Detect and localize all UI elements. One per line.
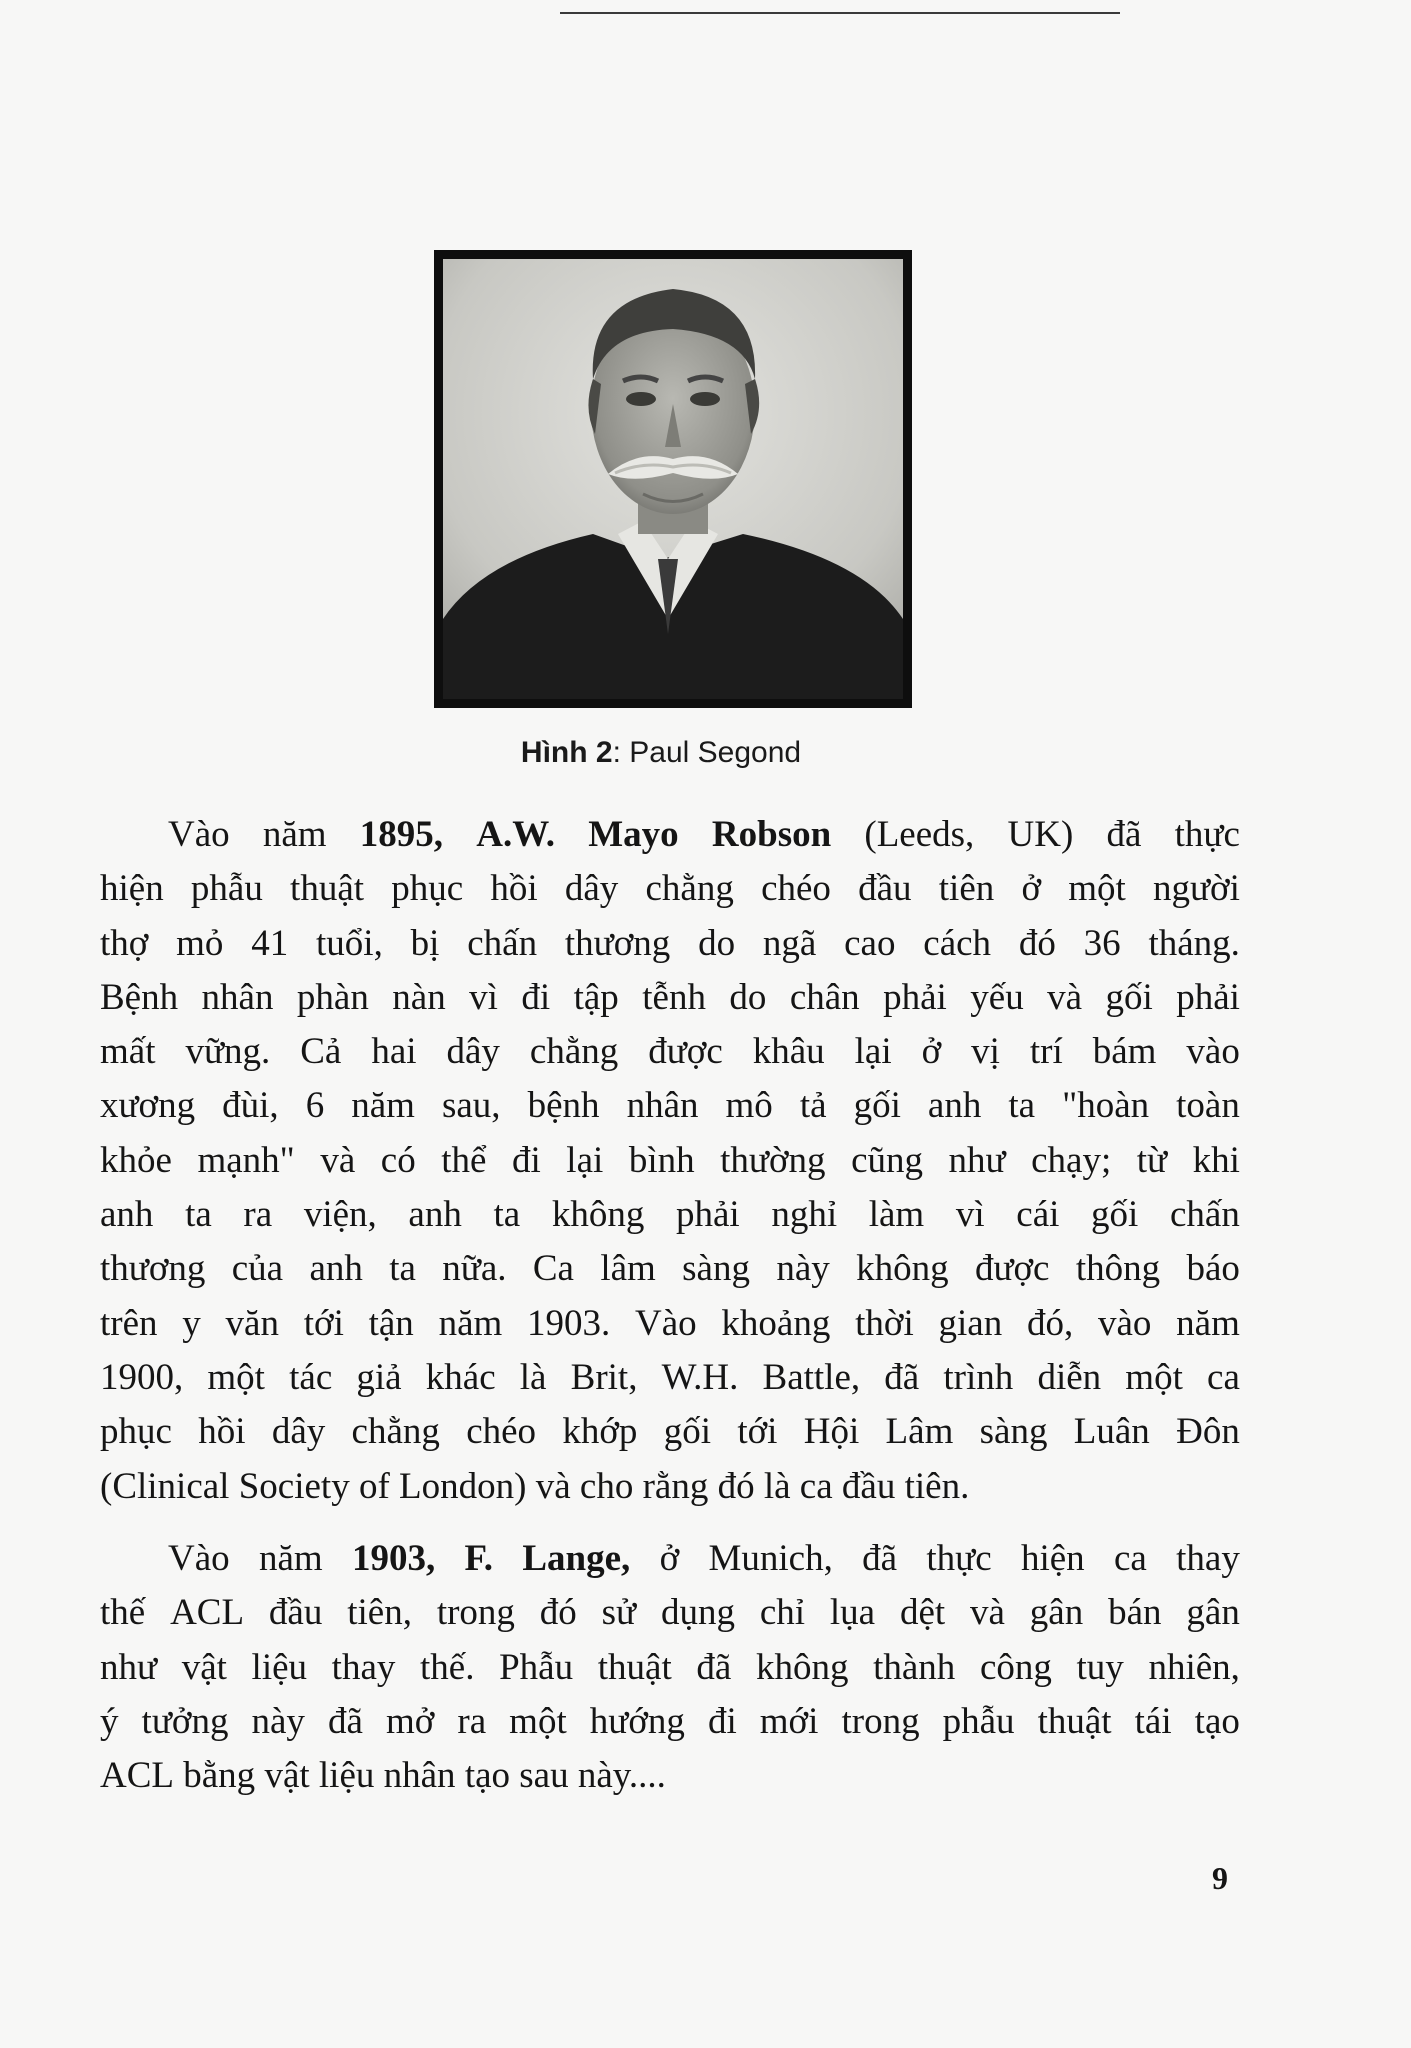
word: A.W.: [476, 814, 556, 855]
word: báo: [1186, 1248, 1240, 1290]
word: phục: [100, 1411, 172, 1453]
word: 6: [305, 1085, 325, 1127]
word: sử: [601, 1592, 637, 1634]
word: từ: [1136, 1139, 1168, 1181]
word: bán: [1108, 1592, 1162, 1634]
word: được: [974, 1248, 1050, 1290]
word: anh: [100, 1194, 154, 1236]
word: Battle,: [762, 1356, 861, 1398]
word: khớp: [562, 1411, 638, 1453]
word: nàn: [392, 976, 446, 1018]
word: đã: [1106, 814, 1142, 855]
word: tưởng: [141, 1700, 229, 1742]
word: hồi: [490, 868, 538, 910]
word: vật: [181, 1646, 227, 1688]
word: tái: [1134, 1700, 1172, 1742]
text-line: [100, 1586, 1240, 1640]
word: như: [100, 1646, 158, 1688]
word: ngã: [762, 922, 817, 964]
word: tới: [737, 1411, 778, 1453]
word: anh: [927, 1085, 982, 1127]
word: lại: [854, 1031, 892, 1073]
text-line: [100, 1532, 1240, 1586]
word: chạy;: [1031, 1139, 1112, 1181]
word: tuổi,: [316, 922, 383, 964]
word: thể: [441, 1139, 487, 1181]
word: trình: [943, 1356, 1014, 1398]
word: một: [207, 1356, 265, 1398]
word: sau: [519, 1755, 569, 1797]
word: anh: [408, 1194, 462, 1236]
word: khâu: [752, 1031, 825, 1073]
word: Brit,: [570, 1356, 638, 1398]
word: yếu: [970, 976, 1024, 1018]
word: dây: [564, 868, 619, 910]
word: Lâm: [885, 1411, 954, 1453]
word: 1895,: [359, 814, 444, 855]
word: dây: [446, 1031, 500, 1073]
word: năm: [351, 1085, 415, 1127]
word: gối: [663, 1411, 712, 1453]
word: vì: [955, 1194, 985, 1236]
text-line: [100, 1242, 1240, 1296]
word: hiện: [1020, 1538, 1085, 1579]
word: thương: [100, 1248, 206, 1290]
figure-label: Hình 2: [520, 736, 613, 769]
word: ta: [185, 1194, 212, 1236]
word: bám: [1092, 1031, 1157, 1073]
text-line: [100, 1079, 1240, 1133]
word: cũng: [851, 1139, 923, 1181]
word: đã: [862, 1538, 898, 1579]
word: nghỉ: [771, 1194, 838, 1236]
figure-title: Paul Segond: [629, 736, 802, 769]
word: lụa: [829, 1592, 876, 1634]
word: đó: [539, 1592, 577, 1634]
word: đó,: [1026, 1302, 1074, 1344]
word: mỏ: [176, 922, 224, 964]
word: vật: [264, 1755, 310, 1797]
word: bệnh: [527, 1085, 600, 1127]
word: lại: [566, 1139, 604, 1181]
word: chấn: [467, 922, 538, 964]
word: mạnh": [197, 1139, 295, 1181]
word: cách: [923, 922, 992, 964]
word: ý: [100, 1700, 119, 1742]
word: chằng: [351, 1411, 440, 1453]
word: khỏe: [100, 1139, 172, 1181]
word: nhân: [201, 976, 274, 1018]
word: đi: [511, 1139, 541, 1181]
word: đầu: [841, 1465, 896, 1507]
word: F.: [464, 1538, 494, 1579]
word: London): [399, 1465, 527, 1507]
word: một: [1125, 1356, 1183, 1398]
word: người: [1153, 868, 1240, 910]
text-line: [100, 1695, 1240, 1749]
word: phục: [391, 868, 464, 910]
word: Vào: [168, 1538, 230, 1579]
word: chằng: [529, 1031, 619, 1073]
word: ở: [921, 1031, 942, 1073]
word: mở: [385, 1700, 435, 1742]
word: chỉ: [759, 1592, 806, 1634]
word: bằng: [183, 1755, 256, 1797]
word: một: [509, 1700, 567, 1742]
word: nhiên,: [1148, 1646, 1240, 1688]
word: UK): [1007, 814, 1074, 855]
text-line: [100, 1351, 1240, 1405]
word: 41: [251, 922, 289, 964]
word: khoảng: [721, 1302, 831, 1344]
word: phải: [883, 976, 947, 1018]
word: phải: [1176, 976, 1240, 1018]
word: này: [776, 1248, 830, 1290]
word: không: [856, 1248, 949, 1290]
word: giả: [356, 1356, 402, 1398]
word: Mayo: [588, 814, 679, 855]
word: là: [519, 1356, 547, 1398]
word: của: [231, 1248, 284, 1290]
text-line: [100, 1188, 1240, 1242]
word: năm: [1176, 1302, 1240, 1344]
word: Vào: [168, 814, 230, 855]
word: vào: [1186, 1031, 1240, 1073]
word: Lange,: [522, 1538, 631, 1579]
word: Cả: [300, 1031, 342, 1073]
word: trí: [1029, 1031, 1063, 1073]
word: khi: [1192, 1139, 1240, 1181]
word: và: [535, 1465, 571, 1507]
word: một: [1068, 868, 1126, 910]
word: hiện: [100, 868, 164, 910]
word: đầu: [268, 1592, 323, 1634]
word: ACL: [100, 1755, 174, 1797]
word: dụng: [660, 1592, 735, 1634]
word: chéo: [466, 1411, 537, 1453]
word: diễn: [1037, 1356, 1102, 1398]
word: ta: [1008, 1085, 1036, 1127]
word: tới: [303, 1302, 344, 1344]
word: tiên: [938, 868, 995, 910]
word: dây: [271, 1411, 326, 1453]
word: được: [648, 1031, 723, 1073]
page-number: 9: [1212, 1860, 1228, 1896]
word: 1900,: [100, 1356, 184, 1398]
paragraph-2: [100, 1532, 1240, 1803]
word: dệt: [899, 1592, 946, 1634]
figure-caption: [0, 736, 1322, 770]
word: gân: [1186, 1592, 1240, 1634]
word: tập: [573, 976, 619, 1018]
word: năm: [438, 1302, 503, 1344]
word: ta: [389, 1248, 416, 1290]
word: mất: [100, 1031, 156, 1073]
word: chéo: [761, 868, 831, 910]
word: đó: [717, 1465, 755, 1507]
word: vững.: [185, 1031, 271, 1073]
word: cao: [844, 922, 896, 964]
word: vì: [469, 976, 498, 1018]
word: thế: [100, 1592, 146, 1634]
word: Vào: [635, 1302, 697, 1344]
word: phẫu: [190, 868, 263, 910]
word: Luân: [1073, 1411, 1150, 1453]
word: và: [320, 1139, 356, 1181]
word: ở: [1021, 868, 1042, 910]
word: là: [763, 1465, 791, 1507]
word: (Leeds,: [864, 814, 975, 855]
word: gân: [1029, 1592, 1084, 1634]
word: W.H.: [661, 1356, 739, 1398]
text-line: [100, 1641, 1240, 1695]
word: và: [970, 1592, 1005, 1634]
text-line: [100, 971, 1240, 1025]
word: Ca: [532, 1248, 574, 1290]
word: Hội: [803, 1411, 860, 1453]
word: thuật: [597, 1646, 672, 1688]
portrait-image: [443, 259, 903, 699]
word: thời: [855, 1302, 914, 1344]
word: ca: [1113, 1538, 1147, 1579]
word: gối: [853, 1085, 901, 1127]
word: phàn: [296, 976, 369, 1018]
word: 1903.: [527, 1302, 611, 1344]
word: cái: [1016, 1194, 1060, 1236]
word: trên: [100, 1302, 158, 1344]
word: vào: [1097, 1302, 1152, 1344]
word: thực: [1174, 814, 1240, 855]
word: Đôn: [1176, 1411, 1240, 1453]
word: tháng.: [1148, 922, 1240, 964]
word: tận: [368, 1302, 414, 1344]
word: gối: [1105, 976, 1153, 1018]
word: năm: [262, 814, 327, 855]
word: đã: [696, 1646, 732, 1688]
word: trong: [841, 1700, 920, 1742]
word: hai: [371, 1031, 417, 1073]
word: cho: [579, 1465, 634, 1507]
word: thế.: [420, 1646, 475, 1688]
word: 36: [1083, 922, 1121, 964]
word: sau,: [441, 1085, 501, 1127]
word: tạo: [464, 1755, 511, 1797]
word: mô: [725, 1085, 773, 1127]
word: of: [358, 1465, 390, 1507]
word: không: [551, 1194, 645, 1236]
portrait-photo: [434, 250, 912, 708]
word: năm: [258, 1538, 323, 1579]
text-line: [100, 1405, 1240, 1459]
word: nhân: [383, 1755, 456, 1797]
header-rule: [560, 12, 1120, 14]
text-line: [100, 1749, 1240, 1803]
text-line: [100, 1134, 1240, 1188]
word: như: [948, 1139, 1006, 1181]
word: đã: [327, 1700, 363, 1742]
word: tạo: [1194, 1700, 1240, 1742]
word: tuy: [1076, 1646, 1124, 1688]
word: phẫu: [942, 1700, 1015, 1742]
word: không: [755, 1646, 849, 1688]
word: tiên,: [347, 1592, 412, 1634]
word: hồi: [198, 1411, 246, 1453]
word: thường: [720, 1139, 826, 1181]
word: ca: [1207, 1356, 1240, 1398]
word: Robson: [711, 814, 832, 855]
word: Society: [238, 1465, 350, 1507]
text-line: [100, 1025, 1240, 1079]
text-line: [100, 1460, 1240, 1514]
text-line: [100, 862, 1240, 916]
word: bị: [410, 922, 440, 964]
word: trong: [436, 1592, 515, 1634]
word: xương: [100, 1085, 196, 1127]
word: mới: [759, 1700, 819, 1742]
word: toàn: [1176, 1085, 1240, 1127]
word: y: [182, 1302, 201, 1344]
word: này....: [577, 1755, 666, 1797]
word: lâm: [600, 1248, 656, 1290]
word: làm: [868, 1194, 925, 1236]
word: chằng: [645, 868, 734, 910]
word: đó: [1018, 922, 1056, 964]
word: phải: [675, 1194, 740, 1236]
word: đầu: [858, 868, 912, 910]
text-line: [100, 917, 1240, 971]
word: nhân: [626, 1085, 699, 1127]
word: chân: [789, 976, 860, 1018]
word: khác: [425, 1356, 496, 1398]
word: nữa.: [442, 1248, 507, 1290]
word: ta: [493, 1194, 521, 1236]
word: hướng: [589, 1700, 685, 1742]
word: thực: [926, 1538, 992, 1579]
word: sàng: [979, 1411, 1048, 1453]
word: và: [1047, 976, 1083, 1018]
word: (Clinical: [100, 1465, 230, 1507]
word: liệu: [251, 1646, 308, 1688]
word: do: [729, 976, 767, 1018]
word: anh: [309, 1248, 363, 1290]
word: tiên.: [904, 1465, 970, 1507]
word: đùi,: [222, 1085, 279, 1127]
word: ACL: [170, 1592, 245, 1634]
word: ra: [457, 1700, 487, 1742]
word: thay: [331, 1646, 396, 1688]
word: tác: [289, 1356, 333, 1398]
word: thợ: [100, 922, 149, 964]
word: vị: [971, 1031, 1000, 1073]
word: thương: [564, 922, 671, 964]
text-line: [100, 1297, 1240, 1351]
word: Phẫu: [499, 1646, 574, 1688]
word: ca: [799, 1465, 833, 1507]
figure-separator: :: [612, 736, 621, 769]
word: sàng: [682, 1248, 750, 1290]
word: có: [380, 1139, 416, 1181]
word: thành: [873, 1646, 956, 1688]
word: 1903,: [351, 1538, 436, 1579]
word: tả: [799, 1085, 827, 1127]
word: chấn: [1169, 1194, 1240, 1236]
word: rằng: [642, 1465, 709, 1507]
word: thông: [1075, 1248, 1161, 1290]
paragraph-1: [100, 808, 1240, 1514]
word: công: [979, 1646, 1052, 1688]
word: đi: [521, 976, 551, 1018]
word: ra: [243, 1194, 273, 1236]
word: thay: [1176, 1538, 1240, 1579]
word: tễnh: [642, 976, 706, 1018]
word: ở: [659, 1538, 680, 1579]
word: thuật: [1037, 1700, 1112, 1742]
word: viện,: [303, 1194, 377, 1236]
word: bình: [628, 1139, 695, 1181]
text-line: [100, 808, 1240, 862]
word: Munich,: [708, 1538, 833, 1579]
word: do: [698, 922, 736, 964]
word: liệu: [318, 1755, 375, 1797]
word: đi: [707, 1700, 737, 1742]
word: này: [251, 1700, 305, 1742]
word: văn: [225, 1302, 279, 1344]
word: gối: [1091, 1194, 1139, 1236]
word: Bệnh: [100, 976, 179, 1018]
word: gian: [938, 1302, 1003, 1344]
word: đã: [884, 1356, 920, 1398]
word: thuật: [290, 868, 365, 910]
word: "hoàn: [1062, 1085, 1150, 1127]
